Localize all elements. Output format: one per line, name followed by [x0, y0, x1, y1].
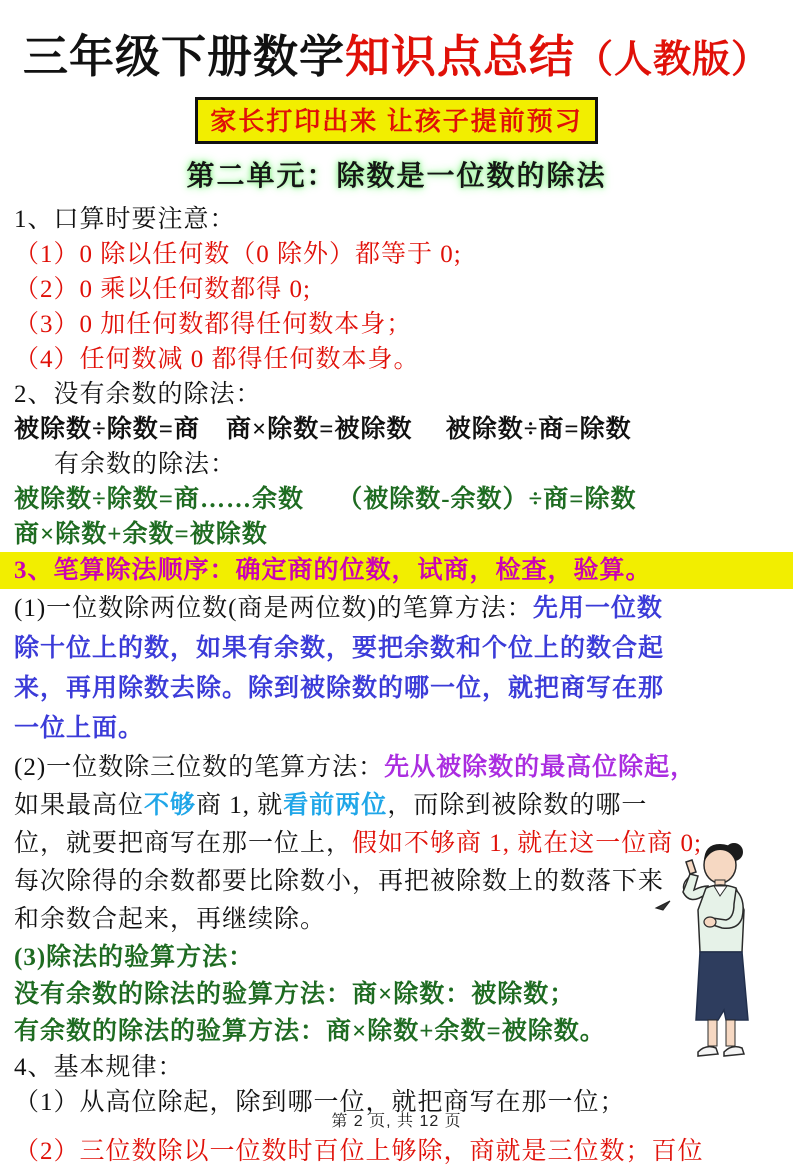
text-segment: 先从被除数的最高位除起，	[384, 754, 697, 781]
text-segment: 4、基本规律：	[14, 1054, 184, 1081]
text-segment: （1）0 除以任何数（0 除外）都等于 0;	[14, 241, 462, 268]
content-line	[14, 237, 793, 272]
text-segment: 位，就要把商写在那一位上，	[14, 830, 353, 857]
text-segment: （2）0 乘以任何数都得 0;	[14, 276, 311, 303]
page-footer: 第 2 页, 共 12 页	[331, 1113, 462, 1130]
text-segment: 除十位上的数，如果有余数，要把余数和个位上的数合起	[14, 635, 665, 662]
text-segment: 假如不够商 1, 就在这一位商 0;	[352, 830, 702, 857]
text-segment: 没有余数的除法的验算方法：商×除数：被除数；	[14, 981, 576, 1008]
text-segment: （2）三位数除以一位数时百位上够除，商就是三位数；百位	[14, 1138, 704, 1165]
text-segment: 一位上面。	[14, 715, 145, 742]
parent-notice-banner: 家长打印出来 让孩子提前预习	[195, 97, 598, 144]
content-line	[14, 669, 793, 709]
text-segment: 被除数÷除数=商 商×除数=被除数 被除数÷商=除数	[14, 416, 632, 443]
text-segment: (2)一位数除三位数的笔算方法：	[14, 754, 385, 781]
text-segment: 1、口算时要注意：	[14, 206, 236, 233]
text-segment: ，而除到被除数的哪一	[387, 792, 648, 819]
text-segment: 有余数的除法：	[54, 451, 237, 478]
content-line	[14, 447, 793, 482]
text-segment: （4）任何数减 0 都得任何数本身。	[14, 346, 420, 373]
text-segment: 3、笔算除法顺序：确定商的位数，试商，检查，验算。	[14, 557, 652, 584]
title-edition: （人教版）	[575, 39, 771, 81]
highlighted-rule-line	[0, 552, 793, 589]
text-segment: （1）从高位除起，除到哪一位，就把商写在那一位；	[14, 1089, 626, 1116]
content-line	[14, 272, 793, 307]
text-segment: （3）0 加任何数都得任何数本身；	[14, 311, 413, 338]
cursor-arrow-icon	[656, 901, 670, 910]
content-line	[14, 307, 793, 342]
teacher-illustration	[648, 840, 790, 1062]
text-segment: 每次除得的余数都要比除数小，再把被除数上的数落下来	[14, 868, 665, 895]
content-line	[14, 709, 793, 749]
text-segment: 商 1, 就	[196, 792, 284, 819]
content-line	[14, 749, 793, 787]
text-segment: 先用一位数	[532, 595, 663, 622]
content-line	[14, 202, 793, 237]
document-page	[0, 26, 793, 1165]
title-summary: 知识点总结	[344, 32, 575, 82]
content-line	[14, 342, 793, 377]
text-segment: 有余数的除法的验算方法：商×除数+余数=被除数。	[14, 1018, 606, 1045]
content-line	[14, 377, 793, 412]
text-segment: 商×除数+余数=被除数	[14, 521, 268, 548]
title-course: 三年级下册数学	[22, 32, 345, 82]
content-line	[14, 412, 793, 447]
content-line	[14, 1134, 793, 1169]
content-line	[14, 629, 793, 669]
content-line	[14, 787, 793, 825]
unit-heading: 第二单元：除数是一位数的除法	[186, 161, 607, 192]
text-segment: 不够	[144, 792, 197, 819]
content-line	[14, 517, 793, 552]
text-segment: (1)一位数除两位数(商是两位数)的笔算方法：	[14, 595, 533, 622]
text-segment: (3)除法的验算方法：	[14, 944, 255, 971]
text-segment: 看前两位	[283, 792, 388, 819]
content-line	[14, 589, 793, 629]
text-segment: 2、没有余数的除法：	[14, 381, 262, 408]
text-segment: 和余数合起来，再继续除。	[14, 906, 327, 933]
text-segment: 来，再用除数去除。除到被除数的哪一位，就把商写在那	[14, 675, 665, 702]
text-segment: 被除数÷除数=商……余数 （被除数-余数）÷商=除数	[14, 486, 637, 513]
text-segment: 如果最高位	[14, 792, 145, 819]
content-line	[14, 482, 793, 517]
page-title	[0, 26, 793, 91]
